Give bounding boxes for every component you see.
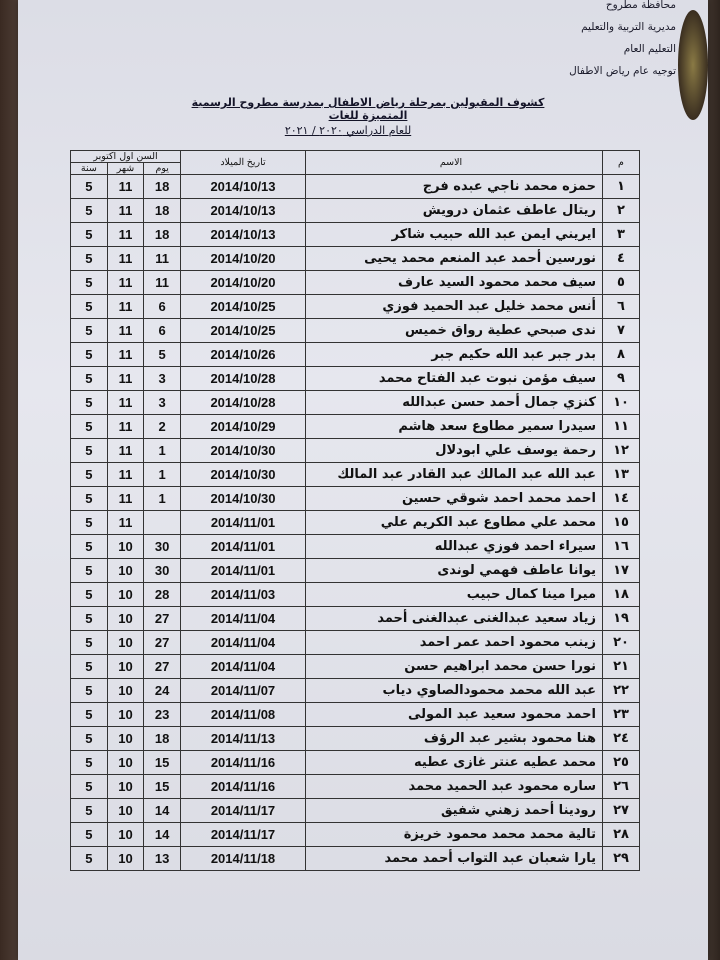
age-days-cell — [144, 511, 181, 535]
age-months-cell: 11 — [107, 367, 144, 391]
table-row — [71, 727, 640, 751]
age-years-cell: 5 — [71, 511, 108, 535]
table-row — [71, 295, 640, 319]
student-name-cell: يوانا عاطف فهمي لوندى — [306, 559, 603, 583]
age-days-cell: 30 — [144, 559, 181, 583]
table-row — [71, 823, 640, 847]
table-row — [71, 847, 640, 871]
age-days-cell: 6 — [144, 319, 181, 343]
table-row — [71, 415, 640, 439]
age-days-cell: 15 — [144, 751, 181, 775]
age-years-cell: 5 — [71, 343, 108, 367]
age-months-cell: 10 — [107, 679, 144, 703]
letterhead — [316, 0, 676, 88]
row-number-cell: ٩ — [603, 367, 640, 391]
age-years-cell: 5 — [71, 799, 108, 823]
birth-date-cell: 2014/11/04 — [181, 607, 306, 631]
table-row — [71, 271, 640, 295]
table-row — [71, 367, 640, 391]
table-row — [71, 319, 640, 343]
table-row — [71, 583, 640, 607]
birth-date-cell: 2014/11/04 — [181, 655, 306, 679]
row-number-cell: ١٩ — [603, 607, 640, 631]
document-subtitle: للعام الدراسي ٢٠٢٠ / ٢٠٢١ — [284, 124, 412, 137]
age-months-cell: 10 — [107, 583, 144, 607]
document-title: كشوف المقبولين بمرحلة رياض الاطفال بمدرسة مطروح الرسمية المتميزة للغات — [191, 96, 545, 122]
student-name-cell: احمد محمود سعيد عبد المولى — [306, 703, 603, 727]
student-name-cell: عبد الله محمد محمودالصاوي دياب — [306, 679, 603, 703]
row-number-cell: ١٤ — [603, 487, 640, 511]
age-months-cell: 10 — [107, 703, 144, 727]
row-number-cell: ٢٣ — [603, 703, 640, 727]
birth-date-cell: 2014/10/13 — [181, 223, 306, 247]
table-row — [71, 751, 640, 775]
row-number-cell: ١ — [603, 175, 640, 199]
table-row — [71, 703, 640, 727]
table-row — [71, 247, 640, 271]
birth-date-cell: 2014/11/13 — [181, 727, 306, 751]
birth-date-cell: 2014/11/01 — [181, 535, 306, 559]
age-days-cell: 3 — [144, 367, 181, 391]
row-number-cell: ٦ — [603, 295, 640, 319]
age-years-cell: 5 — [71, 655, 108, 679]
age-years-cell: 5 — [71, 607, 108, 631]
age-days-cell: 18 — [144, 175, 181, 199]
table-row — [71, 607, 640, 631]
age-years-cell: 5 — [71, 727, 108, 751]
age-months-cell: 11 — [107, 391, 144, 415]
age-months-cell: 10 — [107, 751, 144, 775]
student-name-cell: تالية محمد محمد محمود خريزة — [306, 823, 603, 847]
student-name-cell: عبد الله عبد المالك عبد القادر عبد المالك — [306, 463, 603, 487]
age-months-cell: 10 — [107, 559, 144, 583]
birth-date-cell: 2014/11/17 — [181, 799, 306, 823]
table-row — [71, 199, 640, 223]
row-number-cell: ٥ — [603, 271, 640, 295]
row-number-cell: ١١ — [603, 415, 640, 439]
age-months-cell: 10 — [107, 727, 144, 751]
table-row — [71, 535, 640, 559]
row-number-cell: ٨ — [603, 343, 640, 367]
age-months-cell: 10 — [107, 799, 144, 823]
birth-date-cell: 2014/11/01 — [181, 559, 306, 583]
stain-mark — [678, 10, 708, 120]
student-name-cell: نورسين أحمد عبد المنعم محمد يحيى — [306, 247, 603, 271]
birth-date-cell: 2014/11/17 — [181, 823, 306, 847]
student-name-cell: كنزي جمال أحمد حسن عبدالله — [306, 391, 603, 415]
office-line: توجيه عام رياض الاطفال — [569, 65, 676, 77]
table-row — [71, 391, 640, 415]
table-row — [71, 487, 640, 511]
age-days-cell: 5 — [144, 343, 181, 367]
age-months-cell: 11 — [107, 439, 144, 463]
age-days-cell: 11 — [144, 247, 181, 271]
row-number-cell: ١٣ — [603, 463, 640, 487]
birth-date-cell: 2014/10/30 — [181, 439, 306, 463]
age-months-cell: 10 — [107, 655, 144, 679]
age-months-cell: 11 — [107, 511, 144, 535]
row-number-cell: ١٧ — [603, 559, 640, 583]
age-months-cell: 11 — [107, 343, 144, 367]
age-years-cell: 5 — [71, 535, 108, 559]
age-months-cell: 11 — [107, 463, 144, 487]
num-header: م — [603, 151, 640, 175]
row-number-cell: ٢٢ — [603, 679, 640, 703]
student-name-cell: أنس محمد خليل عبد الحميد فوزي — [306, 295, 603, 319]
student-name-cell: زياد سعيد عبدالغنى عبدالغنى أحمد — [306, 607, 603, 631]
row-number-cell: ٧ — [603, 319, 640, 343]
birth-date-cell: 2014/10/30 — [181, 487, 306, 511]
age-days-cell: 27 — [144, 631, 181, 655]
age-months-cell: 11 — [107, 223, 144, 247]
age-years-cell: 5 — [71, 487, 108, 511]
student-name-cell: ايريني ايمن عبد الله حبيب شاكر — [306, 223, 603, 247]
student-name-cell: هنا محمود بشير عبد الرؤف — [306, 727, 603, 751]
age-days-cell: 6 — [144, 295, 181, 319]
birth-date-cell: 2014/11/08 — [181, 703, 306, 727]
birth-date-cell: 2014/11/16 — [181, 775, 306, 799]
row-number-cell: ١٦ — [603, 535, 640, 559]
table-body — [71, 175, 640, 871]
age-years-cell: 5 — [71, 367, 108, 391]
table-row — [71, 679, 640, 703]
student-name-cell: احمد محمد احمد شوقي حسين — [306, 487, 603, 511]
day-header: يوم — [144, 163, 181, 175]
age-days-cell: 18 — [144, 199, 181, 223]
student-name-cell: رودينا أحمد زهني شفيق — [306, 799, 603, 823]
age-years-cell: 5 — [71, 295, 108, 319]
dob-header: تاريخ الميلاد — [181, 151, 306, 175]
birth-date-cell: 2014/10/13 — [181, 199, 306, 223]
student-name-cell: ندى صبحي عطية رواق خميس — [306, 319, 603, 343]
birth-date-cell: 2014/11/16 — [181, 751, 306, 775]
age-years-cell: 5 — [71, 175, 108, 199]
age-years-cell: 5 — [71, 223, 108, 247]
age-days-cell: 18 — [144, 223, 181, 247]
student-name-cell: محمد عطيه عنتر غازى عطيه — [306, 751, 603, 775]
birth-date-cell: 2014/10/13 — [181, 175, 306, 199]
birth-date-cell: 2014/10/20 — [181, 271, 306, 295]
row-number-cell: ٤ — [603, 247, 640, 271]
age-years-cell: 5 — [71, 415, 108, 439]
age-days-cell: 15 — [144, 775, 181, 799]
age-days-cell: 18 — [144, 727, 181, 751]
age-days-cell: 13 — [144, 847, 181, 871]
table-row — [71, 631, 640, 655]
row-number-cell: ٢٧ — [603, 799, 640, 823]
age-days-cell: 1 — [144, 487, 181, 511]
age-header: السن اول اكتوبر — [71, 151, 181, 163]
student-name-cell: حمزه محمد ناجي عبده فرج — [306, 175, 603, 199]
age-days-cell: 1 — [144, 463, 181, 487]
age-days-cell: 23 — [144, 703, 181, 727]
age-years-cell: 5 — [71, 271, 108, 295]
document-page — [18, 0, 708, 960]
age-years-cell: 5 — [71, 583, 108, 607]
row-number-cell: ٢٤ — [603, 727, 640, 751]
birth-date-cell: 2014/10/20 — [181, 247, 306, 271]
age-months-cell: 11 — [107, 247, 144, 271]
age-days-cell: 28 — [144, 583, 181, 607]
table-row — [71, 559, 640, 583]
age-months-cell: 11 — [107, 487, 144, 511]
row-number-cell: ١٨ — [603, 583, 640, 607]
age-days-cell: 27 — [144, 607, 181, 631]
table-row — [71, 439, 640, 463]
student-name-cell: سيدرا سمير مطاوع سعد هاشم — [306, 415, 603, 439]
row-number-cell: ٢٥ — [603, 751, 640, 775]
birth-date-cell: 2014/11/01 — [181, 511, 306, 535]
age-days-cell: 27 — [144, 655, 181, 679]
birth-date-cell: 2014/10/29 — [181, 415, 306, 439]
age-years-cell: 5 — [71, 775, 108, 799]
age-years-cell: 5 — [71, 751, 108, 775]
table-row — [71, 511, 640, 535]
age-days-cell: 2 — [144, 415, 181, 439]
age-years-cell: 5 — [71, 247, 108, 271]
student-name-cell: ساره محمود عبد الحميد محمد — [306, 775, 603, 799]
age-years-cell: 5 — [71, 823, 108, 847]
age-years-cell: 5 — [71, 439, 108, 463]
birth-date-cell: 2014/10/25 — [181, 319, 306, 343]
student-name-cell: سيف محمد محمود السيد عارف — [306, 271, 603, 295]
governorate-line: محافظة مطروح — [605, 0, 676, 11]
age-days-cell: 11 — [144, 271, 181, 295]
table-row — [71, 175, 640, 199]
birth-date-cell: 2014/10/30 — [181, 463, 306, 487]
year-header: سنة — [71, 163, 108, 175]
table-row — [71, 223, 640, 247]
student-name-cell: نورا حسن محمد ابراهيم حسن — [306, 655, 603, 679]
table-row — [71, 463, 640, 487]
age-years-cell: 5 — [71, 319, 108, 343]
age-months-cell: 11 — [107, 319, 144, 343]
row-number-cell: ١٢ — [603, 439, 640, 463]
birth-date-cell: 2014/11/18 — [181, 847, 306, 871]
student-name-cell: يارا شعبان عبد التواب أحمد محمد — [306, 847, 603, 871]
birth-date-cell: 2014/11/04 — [181, 631, 306, 655]
name-header: الاسم — [306, 151, 603, 175]
department-line: التعليم العام — [623, 43, 676, 55]
row-number-cell: ٢٠ — [603, 631, 640, 655]
student-name-cell: سيراء احمد فوزي عبدالله — [306, 535, 603, 559]
directorate-line: مديرية التربية والتعليم — [581, 21, 676, 33]
birth-date-cell: 2014/10/25 — [181, 295, 306, 319]
month-header: شهر — [107, 163, 144, 175]
age-days-cell: 30 — [144, 535, 181, 559]
age-months-cell: 11 — [107, 175, 144, 199]
row-number-cell: ٢٦ — [603, 775, 640, 799]
table-row — [71, 775, 640, 799]
age-months-cell: 10 — [107, 823, 144, 847]
student-name-cell: ريتال عاطف عثمان درويش — [306, 199, 603, 223]
age-months-cell: 11 — [107, 295, 144, 319]
age-years-cell: 5 — [71, 847, 108, 871]
table-row — [71, 799, 640, 823]
age-years-cell: 5 — [71, 679, 108, 703]
row-number-cell: ٢١ — [603, 655, 640, 679]
table-row — [71, 343, 640, 367]
age-years-cell: 5 — [71, 631, 108, 655]
row-number-cell: ١٠ — [603, 391, 640, 415]
student-name-cell: زينب محمود احمد عمر احمد — [306, 631, 603, 655]
student-name-cell: سيف مؤمن نبوت عبد الفتاح محمد — [306, 367, 603, 391]
row-number-cell: ٣ — [603, 223, 640, 247]
row-number-cell: ١٥ — [603, 511, 640, 535]
row-number-cell: ٢٩ — [603, 847, 640, 871]
age-days-cell: 3 — [144, 391, 181, 415]
row-number-cell: ٢ — [603, 199, 640, 223]
students-table — [70, 150, 640, 871]
age-days-cell: 14 — [144, 823, 181, 847]
age-months-cell: 10 — [107, 775, 144, 799]
age-months-cell: 11 — [107, 415, 144, 439]
birth-date-cell: 2014/11/03 — [181, 583, 306, 607]
age-years-cell: 5 — [71, 559, 108, 583]
birth-date-cell: 2014/10/28 — [181, 367, 306, 391]
student-name-cell: بدر جبر عبد الله حكيم جبر — [306, 343, 603, 367]
student-name-cell: رحمة يوسف علي ابودلال — [306, 439, 603, 463]
table-row — [71, 655, 640, 679]
age-years-cell: 5 — [71, 703, 108, 727]
age-days-cell: 14 — [144, 799, 181, 823]
row-number-cell: ٢٨ — [603, 823, 640, 847]
age-days-cell: 1 — [144, 439, 181, 463]
student-name-cell: محمد علي مطاوع عبد الكريم علي — [306, 511, 603, 535]
age-months-cell: 10 — [107, 535, 144, 559]
age-days-cell: 24 — [144, 679, 181, 703]
birth-date-cell: 2014/10/26 — [181, 343, 306, 367]
student-name-cell: ميرا مينا كمال حبيب — [306, 583, 603, 607]
age-years-cell: 5 — [71, 391, 108, 415]
age-months-cell: 11 — [107, 271, 144, 295]
age-months-cell: 10 — [107, 607, 144, 631]
age-months-cell: 11 — [107, 199, 144, 223]
age-months-cell: 10 — [107, 847, 144, 871]
birth-date-cell: 2014/11/07 — [181, 679, 306, 703]
age-years-cell: 5 — [71, 199, 108, 223]
birth-date-cell: 2014/10/28 — [181, 391, 306, 415]
age-years-cell: 5 — [71, 463, 108, 487]
age-months-cell: 10 — [107, 631, 144, 655]
